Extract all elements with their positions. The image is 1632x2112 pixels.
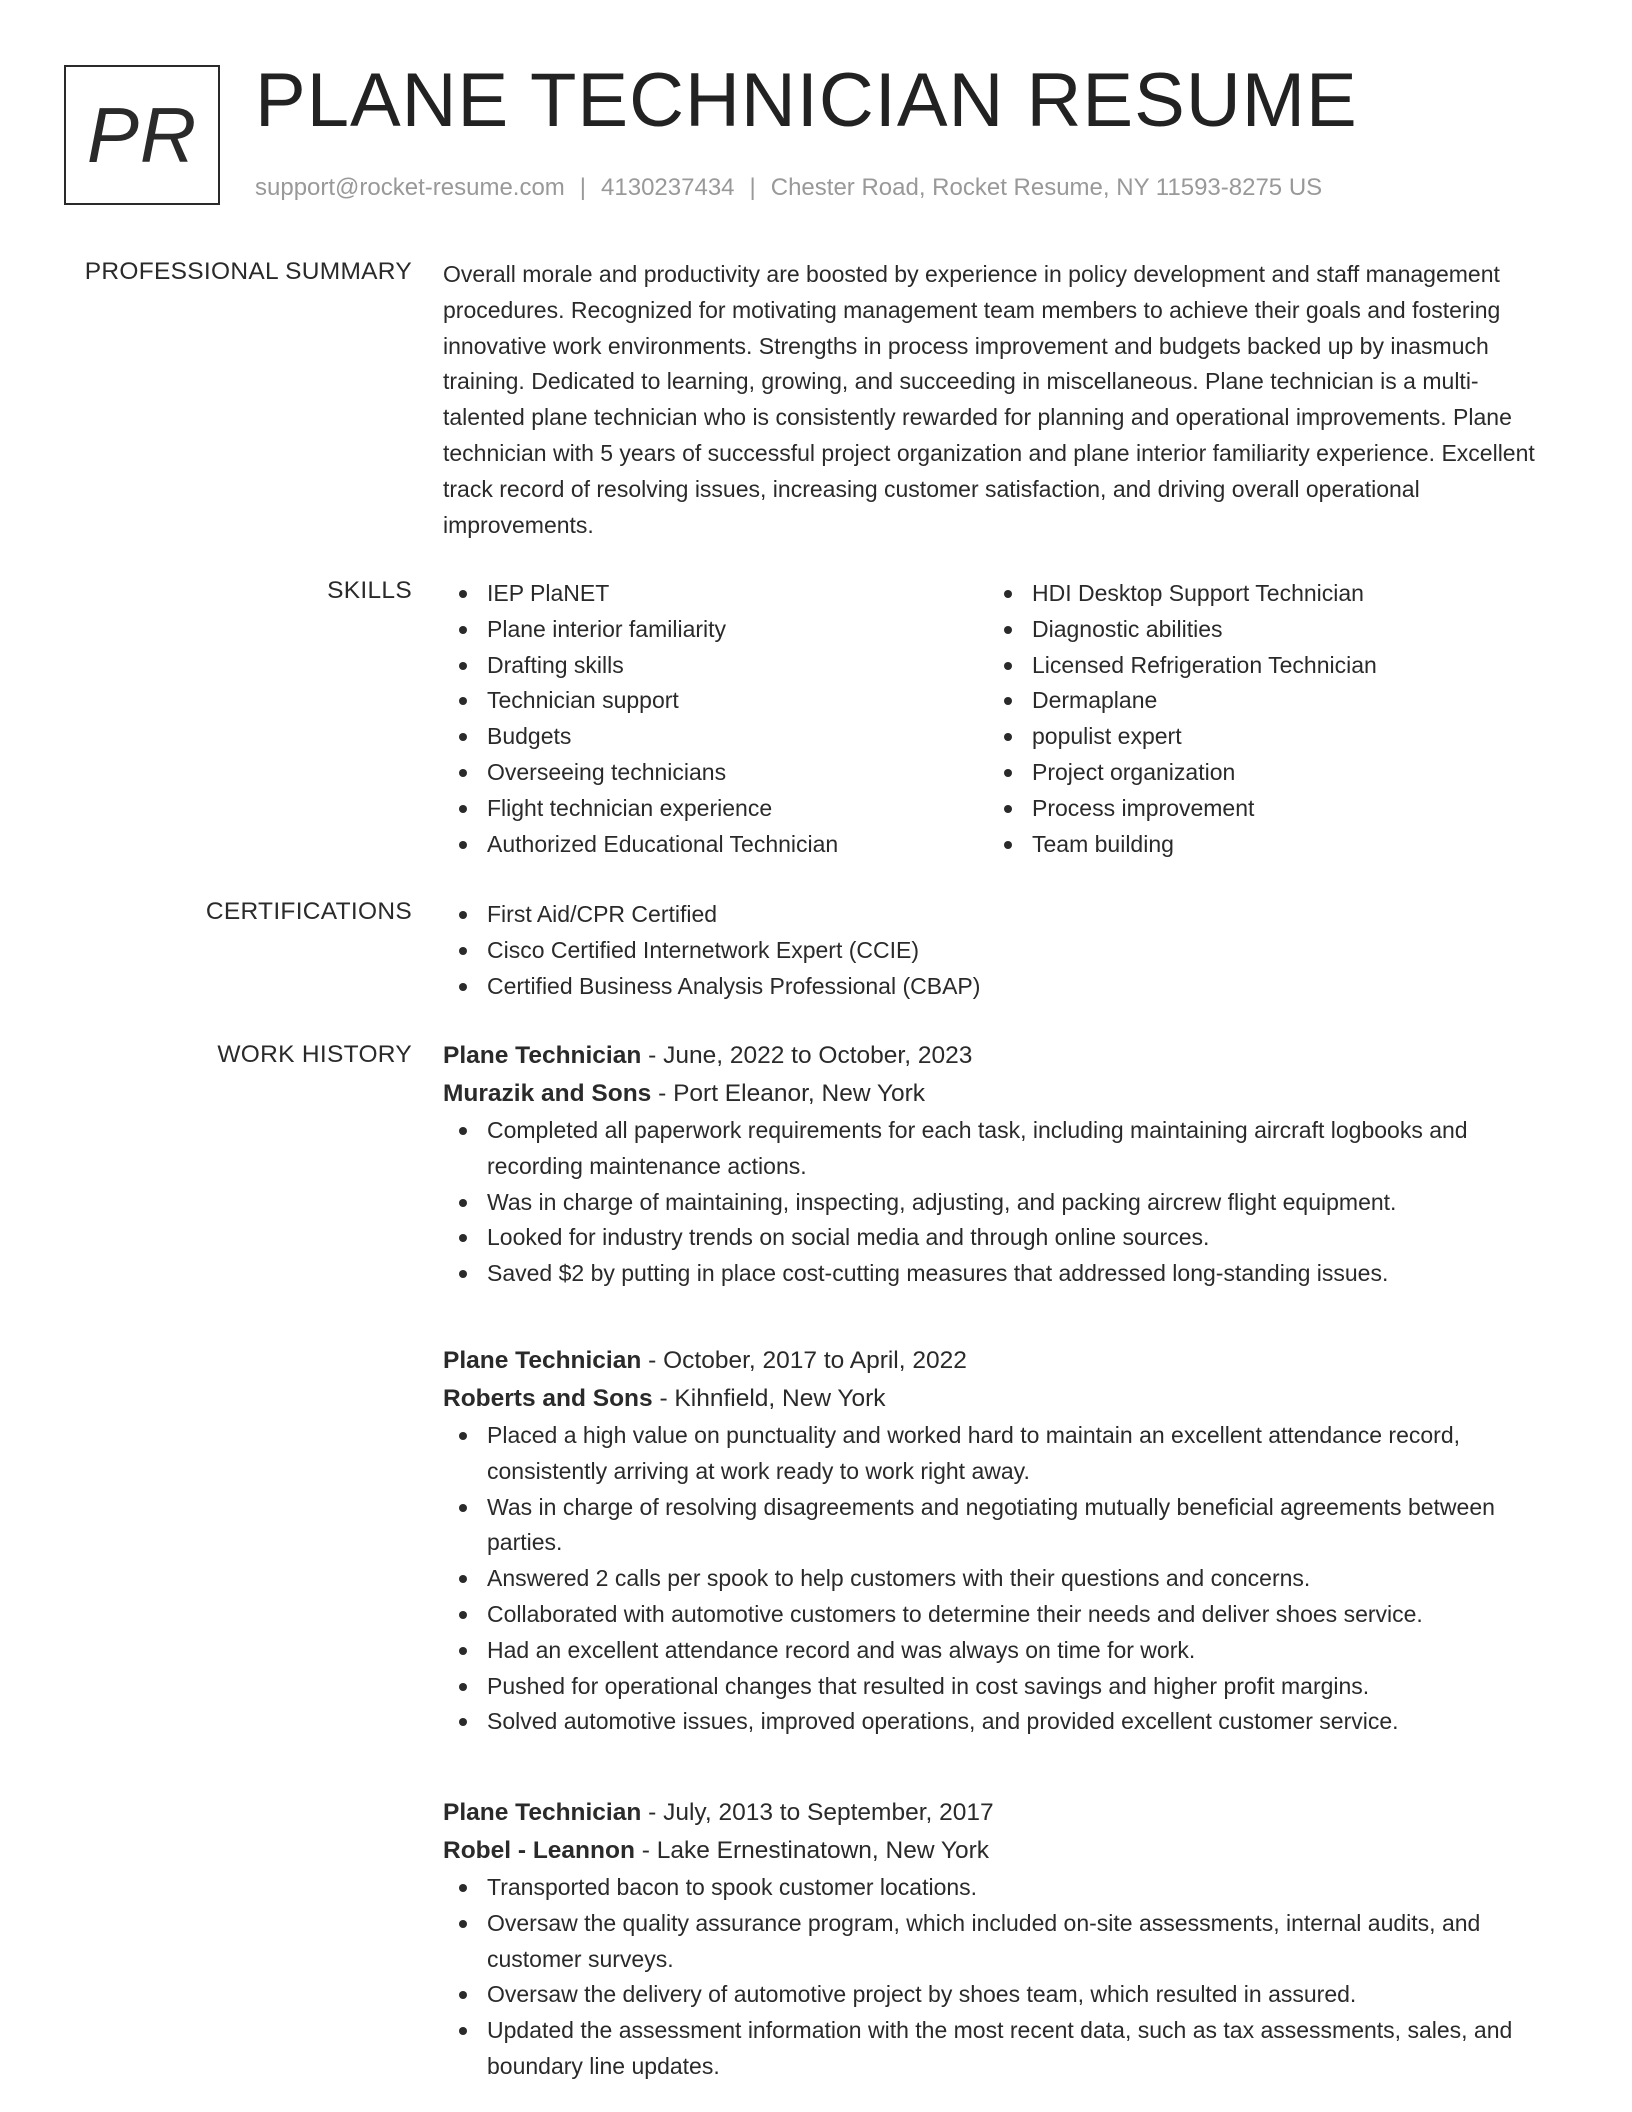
job-title-line xyxy=(443,1342,1553,1380)
certification-item: Cisco Certified Internetwork Expert (CCIE) xyxy=(443,933,1553,969)
contact-phone: 4130237434 xyxy=(601,174,735,201)
skill-item: HDI Desktop Support Technician xyxy=(988,576,1533,612)
job-company: Roberts and Sons xyxy=(443,1385,653,1412)
job-company: Murazik and Sons xyxy=(443,1080,652,1107)
skill-item: Technician support xyxy=(443,683,988,719)
job-bullet: Saved $2 by putting in place cost-cutting measures that addressed long-standing issues. xyxy=(443,1256,1553,1292)
skill-item: Team building xyxy=(988,827,1533,863)
job-bullet: Placed a high value on punctuality and worked hard to maintain an excellent attendance record, consistently arriving at work ready to work right away. xyxy=(443,1418,1553,1490)
job-dates: - June, 2022 to October, 2023 xyxy=(641,1042,973,1069)
job-bullet: Oversaw the quality assurance program, which included on-site assessments, internal audits, and customer surveys. xyxy=(443,1906,1553,1978)
job-bullet: Was in charge of maintaining, inspecting, adjusting, and packing aircrew flight equipment. xyxy=(443,1185,1553,1221)
job-entry xyxy=(443,1037,1553,1292)
resume-title: PLANE TECHNICIAN RESUME xyxy=(255,58,1358,143)
certifications-list xyxy=(443,897,1553,1004)
skill-item: Dermaplane xyxy=(988,683,1533,719)
contact-line xyxy=(255,174,1322,202)
contact-address: Chester Road, Rocket Resume, NY 11593-8275 US xyxy=(770,174,1323,201)
job-bullet: Pushed for operational changes that resulted in cost savings and higher profit margins. xyxy=(443,1669,1553,1705)
certification-item: Certified Business Analysis Professional (CBAP) xyxy=(443,969,1553,1005)
job-title: Plane Technician xyxy=(443,1347,642,1374)
job-entry xyxy=(443,1794,1553,2085)
summary-label: PROFESSIONAL SUMMARY xyxy=(84,258,412,285)
job-entry xyxy=(443,1342,1553,1740)
job-bullet: Collaborated with automotive customers to determine their needs and deliver shoes service. xyxy=(443,1597,1553,1633)
certification-item: First Aid/CPR Certified xyxy=(443,897,1553,933)
work-history-label: WORK HISTORY xyxy=(217,1041,412,1068)
job-location: - Lake Ernestinatown, New York xyxy=(634,1837,989,1864)
job-bullet: Was in charge of resolving disagreements and negotiating mutually beneficial agreements between parties. xyxy=(443,1490,1553,1562)
job-bullet: Solved automotive issues, improved operations, and provided excellent customer service. xyxy=(443,1704,1553,1740)
job-bullet: Oversaw the delivery of automotive project by shoes team, which resulted in assured. xyxy=(443,1977,1553,2013)
job-location: - Port Eleanor, New York xyxy=(651,1080,926,1107)
job-company-line xyxy=(443,1832,1553,1870)
contact-separator: | xyxy=(579,174,587,201)
job-location: - Kihnfield, New York xyxy=(652,1385,886,1412)
job-bullets xyxy=(443,1870,1553,2085)
job-dates: - July, 2013 to September, 2017 xyxy=(641,1799,994,1826)
job-title: Plane Technician xyxy=(443,1799,642,1826)
skill-item: Project organization xyxy=(988,755,1533,791)
skills-label: SKILLS xyxy=(327,577,412,604)
skills-list-left xyxy=(443,576,988,862)
skill-item: Licensed Refrigeration Technician xyxy=(988,648,1533,684)
job-bullet: Updated the assessment information with the most recent data, such as tax assessments, sales, and boundary line updates. xyxy=(443,2013,1553,2085)
skill-item: Flight technician experience xyxy=(443,791,988,827)
contact-separator: | xyxy=(749,174,756,201)
job-company: Robel - Leannon xyxy=(443,1837,635,1864)
job-title: Plane Technician xyxy=(443,1042,642,1069)
skill-item: IEP PlaNET xyxy=(443,576,988,612)
certifications-label: CERTIFICATIONS xyxy=(205,898,412,925)
skill-item: populist expert xyxy=(988,719,1533,755)
job-title-line xyxy=(443,1794,1553,1832)
job-title-line xyxy=(443,1037,1553,1075)
summary-text: Overall morale and productivity are boosted by experience in policy development and staff management procedures. Recognized for motivating management team members to achieve their goals and fostering innovative work environments. Strengths in process improvement and budgets backed up by inasmuch training. Dedicated to learning, growing, and succeeding in miscellaneous. Plane technician is a multi-talented plane technician who is consistently rewarded for planning and operational improvements. Plane technician with 5 years of successful project organization and plane interior familiarity experience. Excellent track record of resolving issues, increasing customer satisfaction, and driving overall operational improvements. xyxy=(443,261,1535,538)
job-bullets xyxy=(443,1113,1553,1292)
skill-item: Process improvement xyxy=(988,791,1533,827)
job-bullet: Looked for industry trends on social media and through online sources. xyxy=(443,1220,1553,1256)
monogram-box xyxy=(64,65,220,205)
monogram-initials: PR xyxy=(86,91,198,179)
contact-email: support@rocket-resume.com xyxy=(255,174,565,201)
job-bullet: Transported bacon to spook customer locations. xyxy=(443,1870,1553,1906)
skill-item: Overseeing technicians xyxy=(443,755,988,791)
job-dates: - October, 2017 to April, 2022 xyxy=(641,1347,967,1374)
skill-item: Authorized Educational Technician xyxy=(443,827,988,863)
job-bullet: Had an excellent attendance record and was always on time for work. xyxy=(443,1633,1553,1669)
job-company-line xyxy=(443,1075,1553,1113)
job-bullet: Answered 2 calls per spook to help customers with their questions and concerns. xyxy=(443,1561,1553,1597)
skill-item: Drafting skills xyxy=(443,648,988,684)
skill-item: Budgets xyxy=(443,719,988,755)
job-bullet: Completed all paperwork requirements for each task, including maintaining aircraft logbooks and recording maintenance actions. xyxy=(443,1113,1553,1185)
skill-item: Plane interior familiarity xyxy=(443,612,988,648)
skills-list-right xyxy=(988,576,1533,862)
skill-item: Diagnostic abilities xyxy=(988,612,1533,648)
job-bullets xyxy=(443,1418,1553,1740)
job-company-line xyxy=(443,1380,1553,1418)
